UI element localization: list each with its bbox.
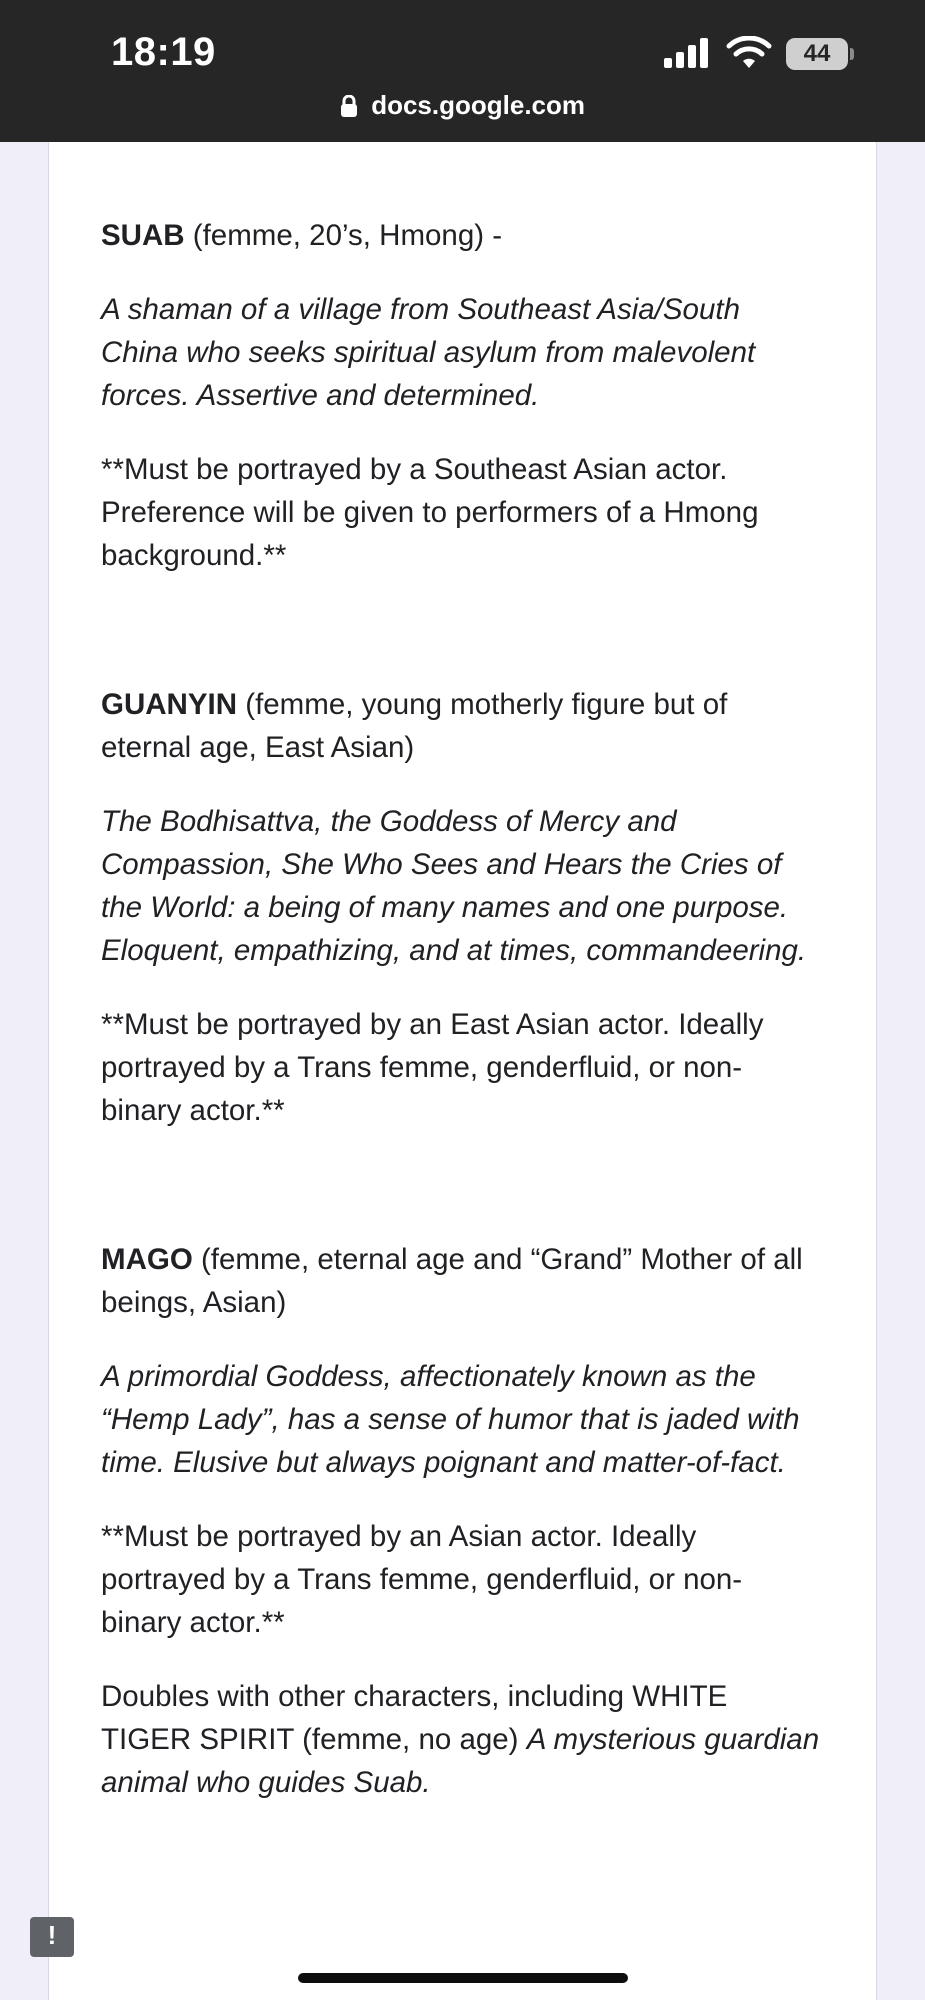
- url-bar[interactable]: [0, 90, 925, 121]
- battery-tip: [850, 48, 854, 60]
- character-details: (femme, young motherly figure but of eternal age, East Asian): [101, 688, 728, 764]
- feedback-button[interactable]: !: [30, 1917, 74, 1957]
- character-description: The Bodhisattva, the Goddess of Mercy and Compassion, She Who Sees and Hears the Cries of the World: a being of many names and one purpose. Eloquent, empathizing, and at times, commandeering.: [101, 805, 807, 967]
- character-name: MAGO: [101, 1243, 193, 1276]
- character-description: A primordial Goddess, affectionately known as the “Hemp Lady”, has a sense of humor that is jaded with time. Elusive but always poignant and matter-of-fact.: [101, 1360, 800, 1479]
- battery-level: 44: [786, 38, 848, 70]
- home-indicator[interactable]: [298, 1973, 628, 1983]
- character-details: (femme, 20’s, Hmong) -: [184, 219, 503, 252]
- lock-icon: [340, 95, 358, 117]
- url-text: docs.google.com: [371, 90, 586, 120]
- casting-note: **Must be portrayed by an East Asian actor. Ideally portrayed by a Trans femme, genderfluid, or non-binary actor.**: [101, 1008, 764, 1127]
- character-description: A shaman of a village from Southeast Asia/South China who seeks spiritual asylum from malevolent forces. Assertive and determined.: [101, 293, 756, 412]
- battery-icon: [786, 38, 854, 70]
- signal-icon: [664, 38, 712, 68]
- character-heading-suab: [101, 214, 821, 257]
- character-name: GUANYIN: [101, 688, 238, 721]
- wifi-icon: [726, 36, 772, 70]
- character-heading-guanyin: [101, 683, 821, 769]
- status-bar: [0, 0, 925, 142]
- status-time: 18:19: [111, 30, 216, 74]
- doubles-italic: A mysterious guardian animal who guides Suab.: [101, 1723, 820, 1799]
- casting-note: **Must be portrayed by an Asian actor. Ideally portrayed by a Trans femme, genderfluid, or non-binary actor.**: [101, 1520, 743, 1639]
- character-details: (femme, eternal age and “Grand” Mother of all beings, Asian): [101, 1243, 803, 1319]
- document-page: [48, 142, 877, 2000]
- doubles-note: [101, 1675, 821, 1804]
- doubles-text: Doubles with other characters, including WHITE TIGER SPIRIT (femme, no age): [101, 1680, 728, 1756]
- character-name: SUAB: [101, 219, 185, 252]
- casting-note: **Must be portrayed by a Southeast Asian actor. Preference will be given to performers of a Hmong background.**: [101, 453, 759, 572]
- document-content: [101, 214, 821, 1804]
- character-heading-mago: [101, 1238, 821, 1324]
